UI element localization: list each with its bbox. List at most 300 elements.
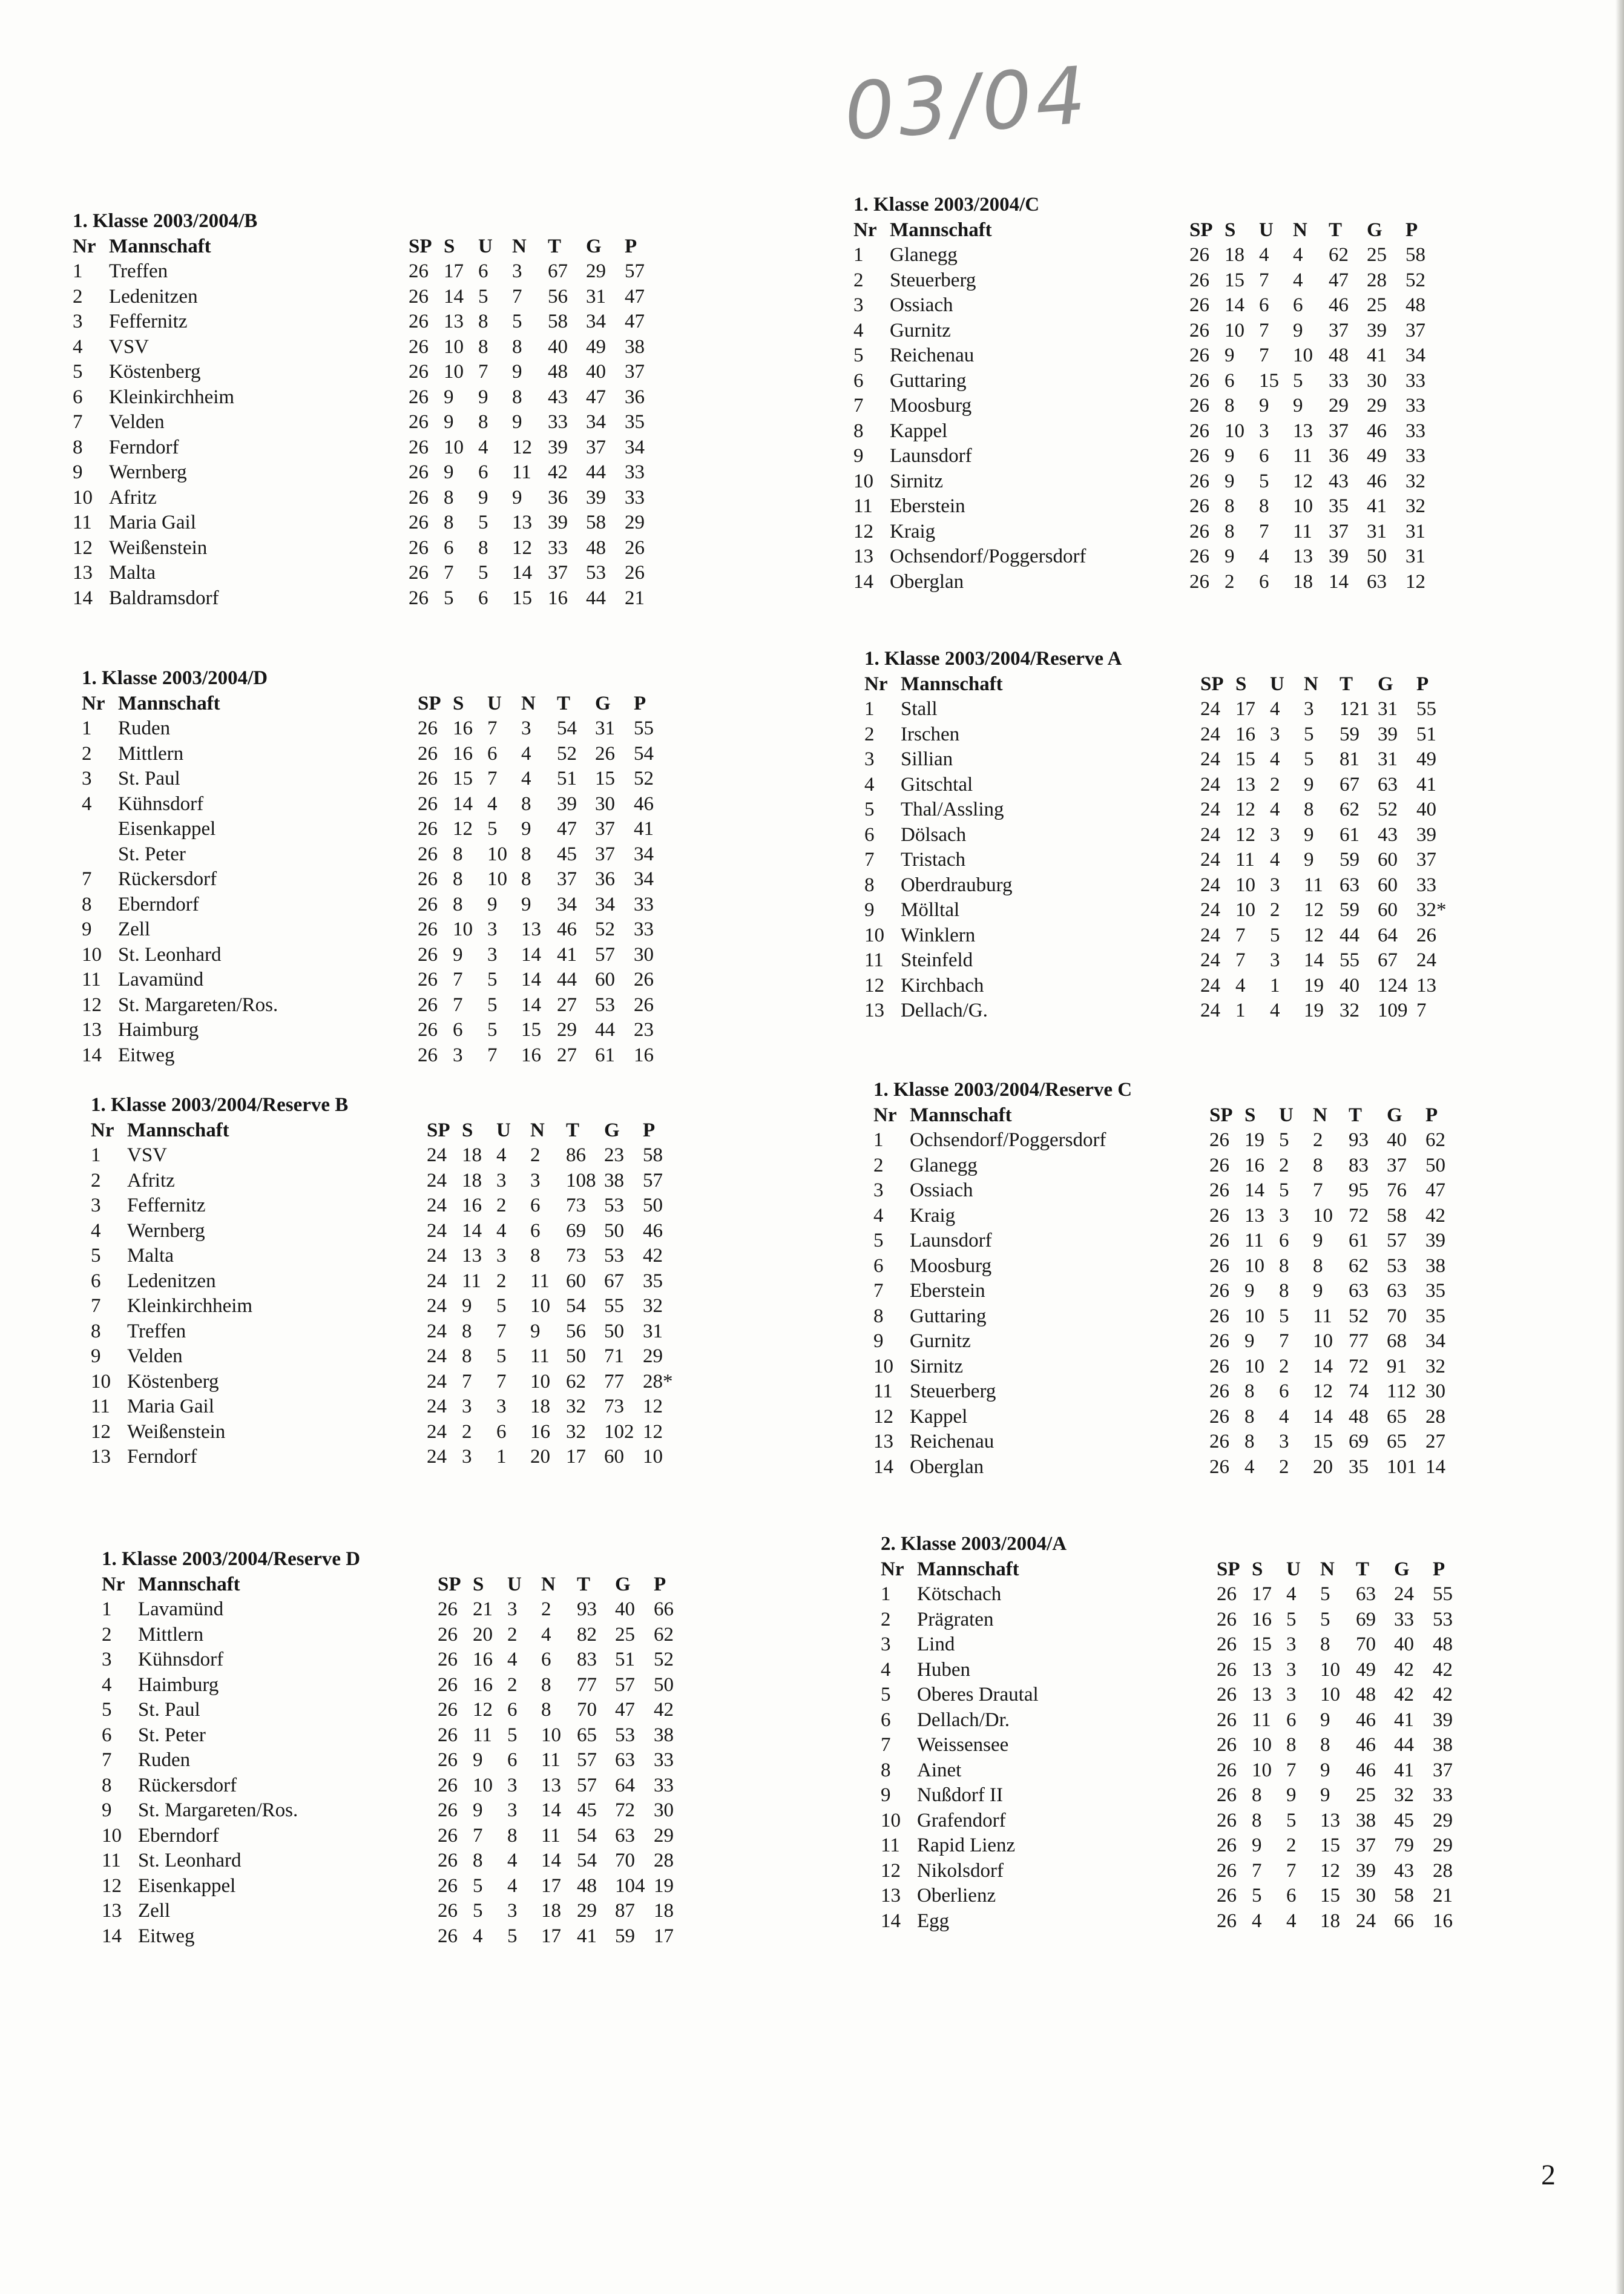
cell-n: 5 <box>1293 369 1303 392</box>
cell-g: 39 <box>586 486 606 509</box>
cell-nr: 5 <box>102 1699 112 1721</box>
cell-u: 6 <box>478 461 488 483</box>
cell-p: 34 <box>625 436 645 458</box>
table-row <box>82 766 654 792</box>
cell-n: 12 <box>512 436 532 458</box>
cell-n: 2 <box>541 1598 551 1620</box>
cell-nr: 13 <box>82 1019 102 1041</box>
table-row <box>873 1228 1445 1254</box>
cell-team: Kraig <box>910 1204 956 1227</box>
cell-nr: 12 <box>873 1405 893 1428</box>
cell-nr: 8 <box>864 874 875 896</box>
table-row <box>853 570 1425 595</box>
cell-nr: 7 <box>881 1734 891 1756</box>
cell-team: Sirnitz <box>890 470 943 492</box>
cell-s: 4 <box>1252 1910 1262 1932</box>
cell-p: 12 <box>643 1420 663 1443</box>
cell-u: 3 <box>496 1396 507 1417</box>
cell-team: Maria Gail <box>127 1396 214 1417</box>
cell-team: Ainet <box>917 1759 962 1781</box>
cell-u: 4 <box>1286 1583 1297 1605</box>
cell-s: 10 <box>453 918 473 940</box>
cell-p: 31 <box>1405 545 1425 567</box>
cell-u: 7 <box>1286 1859 1297 1882</box>
cell-s: 11 <box>1235 849 1255 871</box>
cell-n: 9 <box>1304 823 1314 846</box>
cell-g: 38 <box>604 1169 624 1191</box>
cell-nr: 7 <box>864 849 875 871</box>
cell-team: St. Margareten/Ros. <box>118 994 278 1016</box>
column-header-s: S <box>1235 673 1247 695</box>
cell-t: 50 <box>566 1345 586 1367</box>
cell-s: 17 <box>444 260 464 282</box>
cell-p: 48 <box>1405 294 1425 316</box>
cell-team: Kraig <box>890 520 936 542</box>
cell-s: 14 <box>462 1219 482 1242</box>
cell-team: Guttaring <box>910 1305 987 1327</box>
cell-nr: 6 <box>864 823 875 846</box>
cell-team: Glanegg <box>910 1154 978 1176</box>
cell-g: 46 <box>1367 420 1387 442</box>
cell-n: 11 <box>1313 1305 1332 1327</box>
table-row <box>881 1758 1453 1784</box>
cell-p: 7 <box>1416 1000 1427 1021</box>
cell-t: 62 <box>1349 1254 1369 1277</box>
cell-s: 1 <box>1235 1000 1246 1021</box>
cell-s: 9 <box>453 943 463 966</box>
cell-team: Baldramsdorf <box>109 587 219 609</box>
cell-sp: 26 <box>1209 1179 1229 1201</box>
cell-s: 7 <box>1235 924 1246 946</box>
table-row <box>91 1344 663 1369</box>
cell-g: 63 <box>615 1749 635 1771</box>
cell-u: 5 <box>496 1345 507 1367</box>
cell-u: 4 <box>1279 1405 1289 1428</box>
cell-u: 4 <box>496 1219 507 1242</box>
cell-t: 47 <box>557 818 577 840</box>
cell-u: 1 <box>496 1446 507 1468</box>
cell-team: Afritz <box>109 486 157 509</box>
cell-sp: 26 <box>1209 1405 1229 1428</box>
cell-g: 101 <box>1387 1455 1417 1478</box>
cell-n: 5 <box>1320 1583 1330 1605</box>
table-row <box>864 797 1436 823</box>
cell-sp: 26 <box>409 461 429 483</box>
column-header-t: T <box>566 1119 580 1141</box>
cell-p: 24 <box>1416 949 1436 971</box>
cell-team: Launsdorf <box>910 1230 992 1251</box>
cell-s: 7 <box>453 969 463 990</box>
cell-nr: 10 <box>881 1809 901 1831</box>
cell-s: 9 <box>1225 445 1235 467</box>
column-header-n: N <box>541 1573 556 1595</box>
cell-team: Velden <box>127 1345 183 1367</box>
table-row <box>873 1354 1445 1380</box>
cell-p: 49 <box>1416 748 1436 770</box>
league-title: 1. Klasse 2003/2004/C <box>853 194 1040 216</box>
cell-t: 93 <box>1349 1129 1369 1151</box>
cell-t: 62 <box>1329 244 1349 266</box>
cell-u: 3 <box>1270 723 1280 745</box>
cell-sp: 26 <box>1189 570 1209 593</box>
cell-p: 33 <box>625 461 645 483</box>
cell-team: Maria Gail <box>109 512 196 533</box>
column-header-team: Mannschaft <box>127 1119 229 1141</box>
column-header-s: S <box>1225 219 1236 241</box>
table-row <box>853 494 1425 519</box>
cell-s: 16 <box>473 1649 493 1670</box>
table-row <box>864 773 1436 798</box>
cell-nr: 3 <box>82 768 92 789</box>
cell-team: Ochsendorf/Poggersdorf <box>910 1129 1106 1151</box>
cell-t: 69 <box>1349 1431 1369 1452</box>
cell-nr: 4 <box>102 1673 112 1696</box>
cell-team: Winklern <box>901 924 976 946</box>
cell-t: 57 <box>577 1774 597 1796</box>
cell-s: 8 <box>1244 1405 1255 1428</box>
cell-sp: 26 <box>438 1850 458 1871</box>
table-row <box>881 1783 1453 1808</box>
cell-g: 25 <box>615 1623 635 1646</box>
cell-n: 8 <box>521 843 531 865</box>
cell-nr: 12 <box>864 974 884 997</box>
cell-p: 47 <box>1425 1179 1445 1201</box>
cell-p: 66 <box>654 1598 674 1620</box>
cell-sp: 26 <box>409 335 429 358</box>
cell-u: 7 <box>478 361 488 383</box>
cell-nr: 8 <box>91 1320 101 1342</box>
cell-g: 25 <box>1367 294 1387 316</box>
column-header-sp: SP <box>1200 673 1224 695</box>
cell-u: 5 <box>1259 470 1269 492</box>
cell-g: 15 <box>595 768 615 789</box>
cell-s: 15 <box>1252 1633 1272 1655</box>
cell-u: 5 <box>507 1925 518 1947</box>
column-header-sp: SP <box>1217 1558 1240 1580</box>
table-row <box>91 1269 663 1294</box>
cell-u: 8 <box>478 411 488 433</box>
column-header-row <box>881 1557 1445 1583</box>
cell-sp: 26 <box>1217 1709 1237 1731</box>
cell-t: 45 <box>557 843 577 865</box>
cell-g: 52 <box>1378 799 1398 820</box>
cell-g: 34 <box>595 893 615 915</box>
cell-s: 16 <box>1235 723 1255 745</box>
cell-p: 37 <box>1416 849 1436 871</box>
column-header-team: Mannschaft <box>910 1104 1012 1126</box>
cell-sp: 24 <box>427 1370 447 1393</box>
table-row <box>102 1848 674 1874</box>
cell-t: 52 <box>557 742 577 765</box>
cell-u: 8 <box>1259 495 1269 517</box>
cell-g: 63 <box>615 1824 635 1847</box>
column-header-row <box>873 1103 1438 1129</box>
cell-sp: 26 <box>418 793 438 815</box>
cell-u: 10 <box>487 868 507 890</box>
cell-p: 28 <box>654 1850 674 1871</box>
cell-t: 61 <box>1349 1230 1369 1251</box>
cell-g: 53 <box>615 1724 635 1746</box>
cell-sp: 26 <box>438 1623 458 1646</box>
cell-g: 29 <box>586 260 606 282</box>
column-header-p: P <box>634 692 646 714</box>
cell-nr: 1 <box>102 1598 112 1620</box>
cell-team: Nikolsdorf <box>917 1859 1004 1882</box>
cell-s: 5 <box>444 587 454 609</box>
cell-n: 11 <box>530 1270 550 1292</box>
cell-t: 43 <box>548 386 568 408</box>
cell-nr: 8 <box>873 1305 884 1327</box>
cell-u: 2 <box>1270 899 1280 921</box>
table-row <box>853 544 1425 570</box>
cell-n: 6 <box>530 1219 541 1242</box>
cell-u: 3 <box>1286 1684 1297 1706</box>
cell-g: 41 <box>1394 1759 1414 1781</box>
cell-sp: 26 <box>1189 495 1209 517</box>
cell-t: 65 <box>577 1724 597 1746</box>
cell-nr: 12 <box>102 1874 122 1897</box>
cell-p: 30 <box>634 943 654 966</box>
cell-n: 9 <box>1293 319 1303 341</box>
table-row <box>853 444 1425 469</box>
cell-s: 10 <box>473 1774 493 1796</box>
table-row <box>881 1632 1453 1658</box>
cell-u: 3 <box>1270 823 1280 846</box>
league-title: 2. Klasse 2003/2004/A <box>881 1533 1067 1555</box>
cell-n: 10 <box>1320 1684 1340 1706</box>
table-row <box>873 1279 1445 1304</box>
cell-n: 18 <box>541 1900 561 1922</box>
cell-team: Ledenitzen <box>109 285 198 308</box>
cell-s: 11 <box>473 1724 492 1746</box>
cell-p: 13 <box>1416 974 1436 997</box>
cell-u: 3 <box>1286 1633 1297 1655</box>
column-header-g: G <box>1387 1104 1402 1126</box>
table-row <box>91 1193 663 1219</box>
cell-u: 4 <box>1270 698 1280 720</box>
cell-p: 33 <box>1416 874 1436 896</box>
cell-t: 60 <box>566 1270 586 1292</box>
cell-nr: 8 <box>881 1759 891 1781</box>
cell-s: 10 <box>1244 1254 1264 1277</box>
cell-p: 29 <box>654 1824 674 1847</box>
cell-nr: 7 <box>91 1295 101 1317</box>
cell-s: 11 <box>1244 1230 1264 1251</box>
table-row <box>853 293 1425 318</box>
cell-team: Oberes Drautal <box>917 1684 1039 1706</box>
cell-nr: 5 <box>864 799 875 820</box>
table-row <box>864 898 1447 923</box>
cell-team: Steinfeld <box>901 949 973 971</box>
cell-nr: 3 <box>73 311 83 332</box>
cell-t: 62 <box>566 1370 586 1393</box>
league-table-1-klasse-b <box>73 209 645 611</box>
cell-sp: 24 <box>427 1396 447 1417</box>
cell-sp: 26 <box>409 386 429 408</box>
cell-g: 53 <box>604 1245 624 1267</box>
cell-t: 27 <box>557 994 577 1016</box>
cell-g: 58 <box>586 512 606 533</box>
column-header-team: Mannschaft <box>109 235 211 257</box>
cell-p: 16 <box>1433 1910 1453 1932</box>
cell-t: 37 <box>1329 319 1349 341</box>
cell-nr: 2 <box>864 723 875 745</box>
cell-t: 67 <box>1340 773 1359 796</box>
table-row <box>881 1884 1453 1909</box>
cell-g: 63 <box>1378 773 1398 796</box>
cell-g: 70 <box>1387 1305 1407 1327</box>
column-header-n: N <box>512 235 527 257</box>
cell-n: 14 <box>541 1799 561 1821</box>
column-header-u: U <box>1259 219 1274 241</box>
cell-u: 5 <box>1279 1179 1289 1201</box>
cell-team: Oberdrauburg <box>901 874 1013 896</box>
cell-p: 52 <box>654 1649 674 1670</box>
cell-p: 42 <box>654 1699 674 1721</box>
cell-n: 12 <box>512 536 532 559</box>
cell-s: 18 <box>1225 244 1244 266</box>
cell-team: Sirnitz <box>910 1355 963 1377</box>
cell-sp: 26 <box>1217 1784 1237 1806</box>
cell-g: 49 <box>586 335 606 358</box>
cell-t: 57 <box>577 1749 597 1771</box>
cell-nr: 14 <box>873 1455 893 1478</box>
cell-team: Moosburg <box>910 1254 992 1277</box>
cell-g: 60 <box>595 969 615 990</box>
cell-u: 3 <box>496 1169 507 1191</box>
cell-sp: 26 <box>1189 395 1209 417</box>
table-row <box>864 747 1436 773</box>
cell-sp: 24 <box>427 1446 447 1468</box>
cell-team: Eisenkappel <box>118 818 216 840</box>
table-row <box>73 435 645 461</box>
cell-n: 13 <box>512 512 532 533</box>
cell-team: Sillian <box>901 748 953 770</box>
cell-s: 10 <box>1225 319 1244 341</box>
cell-nr: 3 <box>853 294 864 316</box>
cell-u: 5 <box>487 969 498 990</box>
cell-nr: 10 <box>91 1370 111 1393</box>
cell-p: 50 <box>654 1673 674 1696</box>
cell-p: 55 <box>634 717 654 739</box>
cell-sp: 24 <box>427 1320 447 1342</box>
cell-g: 46 <box>1367 470 1387 492</box>
cell-nr: 7 <box>102 1749 112 1771</box>
cell-n: 17 <box>541 1925 561 1947</box>
cell-n: 9 <box>512 486 522 509</box>
cell-team: Mölltal <box>901 899 960 921</box>
table-row <box>102 1597 674 1623</box>
cell-team: Kirchbach <box>901 974 984 997</box>
cell-p: 36 <box>625 386 645 408</box>
cell-n: 7 <box>512 285 522 308</box>
cell-team: St. Margareten/Ros. <box>138 1799 298 1821</box>
column-header-p: P <box>1405 219 1418 241</box>
cell-team: Irschen <box>901 723 960 745</box>
cell-team: Malta <box>109 562 156 584</box>
cell-s: 9 <box>1252 1834 1262 1856</box>
cell-team: Lavamünd <box>118 969 204 990</box>
cell-t: 48 <box>548 361 568 383</box>
cell-sp: 24 <box>1200 723 1220 745</box>
cell-sp: 24 <box>427 1195 447 1216</box>
cell-p: 42 <box>643 1245 663 1267</box>
cell-g: 23 <box>604 1144 624 1166</box>
cell-u: 3 <box>507 1774 518 1796</box>
cell-n: 19 <box>1304 974 1324 997</box>
cell-sp: 24 <box>1200 849 1220 871</box>
cell-nr: 13 <box>102 1900 122 1922</box>
cell-nr: 2 <box>91 1169 101 1191</box>
cell-p: 16 <box>634 1044 654 1066</box>
table-row <box>73 586 645 611</box>
cell-n: 10 <box>530 1370 550 1393</box>
cell-p: 18 <box>654 1900 674 1922</box>
cell-t: 72 <box>1349 1204 1369 1227</box>
league-title: 1. Klasse 2003/2004/Reserve B <box>91 1094 349 1116</box>
cell-team: Lind <box>917 1633 955 1655</box>
cell-n: 5 <box>1304 723 1314 745</box>
cell-u: 3 <box>487 943 498 966</box>
cell-sp: 24 <box>427 1245 447 1267</box>
cell-t: 27 <box>557 1044 577 1066</box>
league-title: 1. Klasse 2003/2004/D <box>82 667 268 689</box>
cell-t: 49 <box>1356 1658 1376 1681</box>
cell-p: 38 <box>1425 1254 1445 1277</box>
league-table-reserve-a <box>864 647 1447 1024</box>
cell-sp: 26 <box>418 768 438 789</box>
cell-t: 14 <box>1329 570 1349 593</box>
cell-t: 33 <box>548 411 568 433</box>
cell-u: 8 <box>478 536 488 559</box>
cell-t: 46 <box>1356 1734 1376 1756</box>
cell-sp: 26 <box>1217 1910 1237 1932</box>
cell-nr: 11 <box>864 949 884 971</box>
cell-u: 4 <box>1259 545 1269 567</box>
cell-u: 3 <box>507 1598 518 1620</box>
cell-u: 6 <box>1279 1230 1289 1251</box>
cell-t: 33 <box>1329 369 1349 392</box>
cell-p: 58 <box>1405 244 1425 266</box>
cell-nr: 9 <box>82 918 92 940</box>
cell-s: 13 <box>1244 1204 1264 1227</box>
table-row <box>853 318 1425 344</box>
cell-nr: 10 <box>873 1355 893 1377</box>
cell-g: 53 <box>1387 1254 1407 1277</box>
table-row <box>881 1808 1453 1834</box>
cell-p: 38 <box>1433 1734 1453 1756</box>
cell-s: 9 <box>1225 470 1235 492</box>
cell-t: 54 <box>557 717 577 739</box>
cell-nr: 11 <box>82 969 101 990</box>
table-row <box>102 1698 674 1723</box>
cell-t: 70 <box>577 1699 597 1721</box>
table-row <box>73 510 645 536</box>
cell-team: St. Peter <box>118 843 186 865</box>
cell-t: 35 <box>1349 1455 1369 1478</box>
cell-n: 5 <box>512 311 522 332</box>
cell-s: 10 <box>444 335 464 358</box>
cell-g: 67 <box>1378 949 1398 971</box>
cell-p: 34 <box>1425 1330 1445 1352</box>
cell-team: Velden <box>109 411 165 433</box>
cell-nr: 12 <box>853 520 873 542</box>
cell-s: 8 <box>1225 495 1235 517</box>
cell-t: 37 <box>1329 520 1349 542</box>
cell-sp: 26 <box>409 486 429 509</box>
cell-sp: 24 <box>1200 924 1220 946</box>
cell-s: 16 <box>473 1673 493 1696</box>
